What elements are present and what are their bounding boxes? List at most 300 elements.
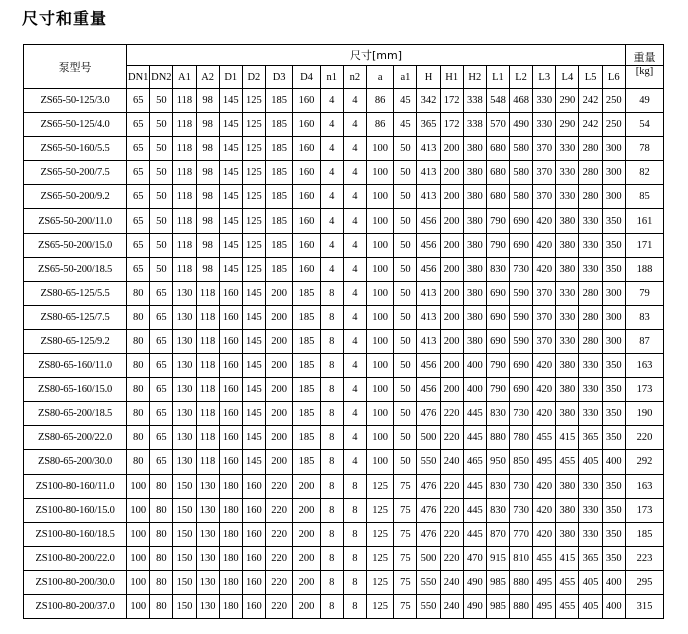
- dimension-cell: 98: [196, 89, 219, 113]
- dimension-cell: 100: [127, 498, 150, 522]
- model-cell: ZS80-65-200/18.5: [24, 402, 127, 426]
- dimension-cell: 145: [219, 257, 242, 281]
- dimension-cell: 145: [219, 161, 242, 185]
- column-header-l5: L5: [579, 66, 602, 89]
- dimension-cell: 118: [196, 450, 219, 474]
- dimension-cell: 80: [150, 546, 173, 570]
- column-header-h: H: [417, 66, 440, 89]
- dimension-cell: 145: [242, 329, 265, 353]
- dimension-cell: 50: [394, 329, 417, 353]
- dimension-cell: 456: [417, 257, 440, 281]
- dimension-cell: 380: [556, 354, 579, 378]
- model-cell: ZS65-50-200/15.0: [24, 233, 127, 257]
- dimension-cell: 160: [293, 137, 320, 161]
- dimension-cell: 200: [293, 570, 320, 594]
- dimension-cell: 413: [417, 329, 440, 353]
- dimension-cell: 380: [463, 233, 486, 257]
- dimension-cell: 455: [533, 546, 556, 570]
- dimension-cell: 65: [127, 257, 150, 281]
- dimension-cell: 185: [293, 450, 320, 474]
- dimension-cell: 4: [343, 89, 366, 113]
- weight-cell: 54: [625, 113, 663, 137]
- weight-cell: 49: [625, 89, 663, 113]
- dimension-cell: 330: [556, 137, 579, 161]
- dimension-cell: 280: [579, 305, 602, 329]
- column-header-h1: H1: [440, 66, 463, 89]
- dimension-cell: 342: [417, 89, 440, 113]
- dimension-cell: 50: [394, 209, 417, 233]
- dimension-cell: 98: [196, 185, 219, 209]
- dimension-cell: 150: [173, 474, 196, 498]
- dimension-cell: 145: [219, 209, 242, 233]
- dimension-cell: 130: [196, 522, 219, 546]
- dimension-cell: 365: [579, 546, 602, 570]
- dimension-cell: 413: [417, 185, 440, 209]
- table-row: [24, 161, 664, 185]
- dimension-cell: 420: [533, 257, 556, 281]
- dimension-cell: 330: [533, 89, 556, 113]
- dimension-cell: 500: [417, 426, 440, 450]
- dimension-cell: 580: [510, 185, 533, 209]
- dimension-cell: 65: [127, 113, 150, 137]
- dimension-cell: 8: [320, 354, 343, 378]
- table-row: [24, 498, 664, 522]
- dimension-cell: 130: [173, 426, 196, 450]
- dimension-cell: 200: [440, 354, 463, 378]
- dimension-cell: 50: [150, 209, 173, 233]
- dimension-cell: 370: [533, 137, 556, 161]
- dimension-cell: 65: [127, 233, 150, 257]
- dimension-cell: 4: [343, 402, 366, 426]
- column-header-dn1: DN1: [127, 66, 150, 89]
- column-header-l4: L4: [556, 66, 579, 89]
- dimension-cell: 185: [265, 257, 292, 281]
- weight-cell: 173: [625, 378, 663, 402]
- dimension-cell: 172: [440, 89, 463, 113]
- dimension-cell: 125: [366, 474, 393, 498]
- dimension-cell: 185: [265, 233, 292, 257]
- dimension-cell: 350: [602, 546, 625, 570]
- model-cell: ZS65-50-125/4.0: [24, 113, 127, 137]
- dimension-cell: 950: [486, 450, 509, 474]
- dimension-cell: 465: [463, 450, 486, 474]
- model-cell: ZS100-80-200/22.0: [24, 546, 127, 570]
- table-row: [24, 474, 664, 498]
- model-cell: ZS80-65-200/30.0: [24, 450, 127, 474]
- dimension-cell: 8: [343, 498, 366, 522]
- dimension-cell: 250: [602, 89, 625, 113]
- dimension-cell: 145: [242, 426, 265, 450]
- dimension-cell: 690: [486, 305, 509, 329]
- dimension-cell: 590: [510, 281, 533, 305]
- dimension-cell: 4: [320, 185, 343, 209]
- table-row: [24, 281, 664, 305]
- model-cell: ZS100-80-160/18.5: [24, 522, 127, 546]
- dimension-cell: 200: [265, 329, 292, 353]
- weight-cell: 78: [625, 137, 663, 161]
- dimension-cell: 200: [293, 522, 320, 546]
- dimension-cell: 185: [293, 378, 320, 402]
- column-header-h2: H2: [463, 66, 486, 89]
- weight-cell: 87: [625, 329, 663, 353]
- dimension-cell: 350: [602, 354, 625, 378]
- weight-column-header: 重量: [625, 45, 663, 66]
- column-header-a: a: [366, 66, 393, 89]
- dimension-cell: 490: [463, 594, 486, 618]
- dimension-cell: 118: [196, 305, 219, 329]
- dimension-cell: 330: [579, 402, 602, 426]
- dimension-cell: 8: [343, 594, 366, 618]
- dimension-cell: 300: [602, 305, 625, 329]
- dimension-cell: 185: [265, 209, 292, 233]
- dimension-cell: 730: [510, 257, 533, 281]
- weight-cell: 295: [625, 570, 663, 594]
- dimension-cell: 400: [602, 450, 625, 474]
- table-body: [24, 89, 664, 619]
- dimension-cell: 200: [440, 161, 463, 185]
- dimension-cell: 4: [343, 209, 366, 233]
- dimension-cell: 86: [366, 113, 393, 137]
- dimension-cell: 75: [394, 522, 417, 546]
- dimension-cell: 118: [173, 257, 196, 281]
- model-cell: ZS80-65-160/15.0: [24, 378, 127, 402]
- dimension-cell: 160: [242, 546, 265, 570]
- dimension-cell: 590: [510, 305, 533, 329]
- dimension-cell: 50: [394, 450, 417, 474]
- table-row: [24, 354, 664, 378]
- dimension-cell: 100: [366, 354, 393, 378]
- dimension-cell: 220: [265, 474, 292, 498]
- dimension-cell: 125: [366, 594, 393, 618]
- dimension-cell: 130: [173, 281, 196, 305]
- dimension-cell: 200: [265, 378, 292, 402]
- dimension-cell: 50: [150, 89, 173, 113]
- dimension-cell: 380: [463, 329, 486, 353]
- dimension-cell: 790: [486, 209, 509, 233]
- dimension-cell: 350: [602, 498, 625, 522]
- model-cell: ZS65-50-125/3.0: [24, 89, 127, 113]
- dimension-cell: 50: [394, 137, 417, 161]
- dimension-cell: 830: [486, 402, 509, 426]
- dimension-cell: 680: [486, 137, 509, 161]
- dimension-cell: 690: [510, 354, 533, 378]
- dimension-cell: 415: [556, 426, 579, 450]
- dimension-cell: 220: [265, 570, 292, 594]
- table-row: [24, 378, 664, 402]
- dimension-cell: 8: [343, 570, 366, 594]
- dimension-cell: 8: [320, 378, 343, 402]
- dimension-cell: 915: [486, 546, 509, 570]
- dimension-cell: 200: [265, 450, 292, 474]
- model-cell: ZS65-50-200/7.5: [24, 161, 127, 185]
- dimension-cell: 220: [265, 594, 292, 618]
- dimension-cell: 200: [440, 233, 463, 257]
- dimension-cell: 8: [320, 402, 343, 426]
- dimension-cell: 200: [293, 594, 320, 618]
- dimension-cell: 580: [510, 161, 533, 185]
- dimension-cell: 8: [320, 522, 343, 546]
- dimension-cell: 330: [556, 305, 579, 329]
- dimension-cell: 370: [533, 329, 556, 353]
- model-column-header: 泵型号: [24, 45, 127, 89]
- dimension-cell: 455: [533, 426, 556, 450]
- dimension-cell: 125: [242, 233, 265, 257]
- column-header-l1: L1: [486, 66, 509, 89]
- dimension-cell: 200: [440, 281, 463, 305]
- model-cell: ZS80-65-160/11.0: [24, 354, 127, 378]
- dimension-cell: 370: [533, 185, 556, 209]
- dimension-cell: 100: [127, 474, 150, 498]
- dimension-cell: 220: [440, 546, 463, 570]
- weight-cell: 82: [625, 161, 663, 185]
- dimension-cell: 130: [196, 594, 219, 618]
- dimension-cell: 200: [440, 329, 463, 353]
- dimension-cell: 150: [173, 498, 196, 522]
- dimension-cell: 200: [265, 281, 292, 305]
- dimension-cell: 370: [533, 281, 556, 305]
- dimension-cell: 100: [127, 570, 150, 594]
- weight-cell: 79: [625, 281, 663, 305]
- dimension-cell: 125: [366, 570, 393, 594]
- dimension-cell: 100: [366, 209, 393, 233]
- weight-cell: 292: [625, 450, 663, 474]
- dimension-cell: 172: [440, 113, 463, 137]
- dimension-cell: 200: [265, 305, 292, 329]
- weight-cell: 220: [625, 426, 663, 450]
- dimension-cell: 125: [242, 137, 265, 161]
- dimension-cell: 125: [242, 89, 265, 113]
- dimension-cell: 160: [242, 522, 265, 546]
- dimension-cell: 50: [394, 281, 417, 305]
- dimension-cell: 985: [486, 594, 509, 618]
- dimension-cell: 160: [219, 305, 242, 329]
- dimension-cell: 220: [265, 522, 292, 546]
- dimension-cell: 220: [440, 402, 463, 426]
- dimension-cell: 476: [417, 498, 440, 522]
- dimension-cell: 80: [150, 522, 173, 546]
- dimension-cell: 200: [293, 546, 320, 570]
- dimension-cell: 330: [533, 113, 556, 137]
- dimension-cell: 200: [440, 378, 463, 402]
- dimension-cell: 405: [579, 450, 602, 474]
- column-header-l6: L6: [602, 66, 625, 89]
- dimension-cell: 420: [533, 354, 556, 378]
- dimension-cell: 4: [343, 378, 366, 402]
- dimension-cell: 220: [265, 546, 292, 570]
- dimension-cell: 160: [242, 570, 265, 594]
- dimension-cell: 380: [556, 474, 579, 498]
- dimension-cell: 130: [173, 450, 196, 474]
- column-header-a1: a1: [394, 66, 417, 89]
- dimension-cell: 65: [150, 378, 173, 402]
- table-row: [24, 594, 664, 618]
- dimension-cell: 680: [486, 185, 509, 209]
- dimension-cell: 200: [440, 137, 463, 161]
- weight-cell: 163: [625, 474, 663, 498]
- table-row: [24, 570, 664, 594]
- dimension-cell: 130: [173, 378, 196, 402]
- dimension-cell: 150: [173, 522, 196, 546]
- dimension-cell: 220: [440, 474, 463, 498]
- dimension-cell: 200: [440, 209, 463, 233]
- dimension-cell: 300: [602, 281, 625, 305]
- dimension-cell: 100: [366, 161, 393, 185]
- dimension-cell: 160: [293, 161, 320, 185]
- dimension-cell: 690: [486, 281, 509, 305]
- dimension-cell: 4: [343, 233, 366, 257]
- dimension-cell: 8: [343, 474, 366, 498]
- dimension-cell: 4: [343, 113, 366, 137]
- dimension-cell: 180: [219, 498, 242, 522]
- dimension-cell: 75: [394, 570, 417, 594]
- dimension-cell: 330: [579, 378, 602, 402]
- dimension-cell: 400: [602, 594, 625, 618]
- dimension-cell: 145: [219, 185, 242, 209]
- dimension-cell: 160: [293, 209, 320, 233]
- dimension-cell: 350: [602, 474, 625, 498]
- dimension-cell: 690: [510, 378, 533, 402]
- dimension-cell: 160: [293, 89, 320, 113]
- dimension-cell: 330: [579, 522, 602, 546]
- dimension-cell: 413: [417, 281, 440, 305]
- dimension-cell: 65: [127, 209, 150, 233]
- dimension-cell: 380: [463, 161, 486, 185]
- dimension-cell: 80: [150, 474, 173, 498]
- dimension-cell: 880: [510, 570, 533, 594]
- dimension-cell: 4: [320, 89, 343, 113]
- dimension-cell: 680: [486, 161, 509, 185]
- dimension-cell: 145: [242, 354, 265, 378]
- dimension-cell: 730: [510, 498, 533, 522]
- dimension-cell: 405: [579, 594, 602, 618]
- dimension-cell: 100: [127, 546, 150, 570]
- dimension-cell: 338: [463, 89, 486, 113]
- dimension-cell: 495: [533, 594, 556, 618]
- dimension-cell: 415: [556, 546, 579, 570]
- dimension-cell: 180: [219, 594, 242, 618]
- dimension-cell: 185: [265, 185, 292, 209]
- column-header-d4: D4: [293, 66, 320, 89]
- dimension-cell: 400: [463, 354, 486, 378]
- dimension-cell: 330: [579, 209, 602, 233]
- dimension-cell: 118: [173, 89, 196, 113]
- dimension-cell: 75: [394, 474, 417, 498]
- dimension-cell: 476: [417, 522, 440, 546]
- dimension-cell: 118: [196, 402, 219, 426]
- dimension-cell: 220: [265, 498, 292, 522]
- table-row: [24, 137, 664, 161]
- table-row: [24, 89, 664, 113]
- dimension-cell: 420: [533, 474, 556, 498]
- table-row: [24, 329, 664, 353]
- dimension-cell: 413: [417, 305, 440, 329]
- dimension-cell: 75: [394, 498, 417, 522]
- dimension-cell: 420: [533, 233, 556, 257]
- weight-cell: 171: [625, 233, 663, 257]
- dimension-cell: 4: [343, 137, 366, 161]
- dimension-cell: 160: [242, 594, 265, 618]
- dimension-cell: 185: [293, 305, 320, 329]
- dimension-cell: 470: [463, 546, 486, 570]
- dimension-cell: 65: [150, 426, 173, 450]
- dimension-cell: 380: [556, 209, 579, 233]
- dimension-cell: 380: [556, 498, 579, 522]
- dimension-cell: 550: [417, 594, 440, 618]
- dimension-cell: 350: [602, 402, 625, 426]
- dimension-cell: 8: [320, 570, 343, 594]
- model-cell: ZS100-80-160/11.0: [24, 474, 127, 498]
- dimension-cell: 80: [150, 594, 173, 618]
- dimension-cell: 130: [173, 329, 196, 353]
- dimension-cell: 65: [150, 329, 173, 353]
- dimension-cell: 118: [173, 137, 196, 161]
- model-cell: ZS80-65-125/7.5: [24, 305, 127, 329]
- dimension-cell: 350: [602, 426, 625, 450]
- dimension-cell: 570: [486, 113, 509, 137]
- dimension-cell: 50: [394, 354, 417, 378]
- dimension-cell: 330: [579, 354, 602, 378]
- dimension-cell: 420: [533, 209, 556, 233]
- dimension-cell: 50: [150, 137, 173, 161]
- dimension-cell: 550: [417, 450, 440, 474]
- dimension-cell: 810: [510, 546, 533, 570]
- dimension-cell: 850: [510, 450, 533, 474]
- dimension-cell: 50: [394, 161, 417, 185]
- dimension-cell: 280: [579, 329, 602, 353]
- weight-cell: 188: [625, 257, 663, 281]
- dimension-cell: 100: [366, 329, 393, 353]
- dimension-cell: 690: [510, 209, 533, 233]
- dimension-cell: 130: [173, 305, 196, 329]
- dimension-cell: 456: [417, 354, 440, 378]
- dimension-cell: 445: [463, 474, 486, 498]
- dimension-cell: 118: [173, 161, 196, 185]
- dimension-cell: 240: [440, 594, 463, 618]
- dimension-cell: 125: [366, 546, 393, 570]
- dimension-cell: 185: [265, 113, 292, 137]
- dimension-cell: 150: [173, 570, 196, 594]
- table-row: [24, 209, 664, 233]
- dimension-cell: 455: [556, 450, 579, 474]
- column-header-d1: D1: [219, 66, 242, 89]
- table-row: [24, 233, 664, 257]
- dimension-cell: 125: [242, 185, 265, 209]
- dimension-cell: 830: [486, 498, 509, 522]
- dimension-cell: 445: [463, 498, 486, 522]
- dimension-cell: 160: [242, 474, 265, 498]
- dimension-cell: 300: [602, 137, 625, 161]
- dimension-cell: 160: [219, 450, 242, 474]
- dimension-cell: 160: [219, 354, 242, 378]
- dimension-cell: 50: [394, 257, 417, 281]
- dimension-cell: 290: [556, 89, 579, 113]
- dimension-cell: 80: [127, 329, 150, 353]
- dimension-cell: 125: [366, 498, 393, 522]
- dimension-cell: 145: [219, 89, 242, 113]
- dimension-cell: 330: [579, 233, 602, 257]
- dimension-cell: 180: [219, 570, 242, 594]
- dimension-cell: 4: [343, 305, 366, 329]
- weight-cell: 161: [625, 209, 663, 233]
- dimension-cell: 220: [440, 522, 463, 546]
- dimension-cell: 8: [320, 546, 343, 570]
- dimension-cell: 80: [127, 281, 150, 305]
- dimension-cell: 100: [366, 233, 393, 257]
- dimension-cell: 8: [320, 426, 343, 450]
- dimension-cell: 200: [265, 354, 292, 378]
- dimensions-weight-table: [23, 44, 664, 619]
- dimension-cell: 8: [320, 329, 343, 353]
